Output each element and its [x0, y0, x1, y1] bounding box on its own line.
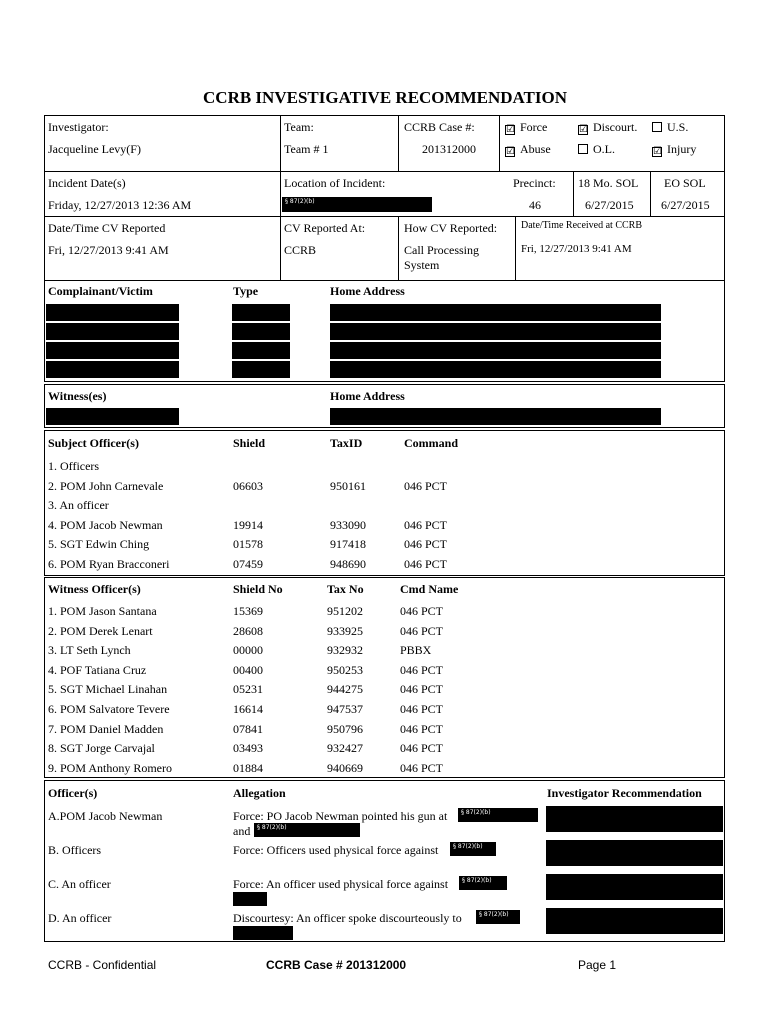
officer-name: 6. POM Salvatore Tevere — [48, 702, 170, 716]
redaction-bar — [46, 323, 179, 340]
received-label: Date/Time Received at CCRB — [521, 220, 643, 231]
officer-name: 6. POM Ryan Bracconeri — [48, 557, 170, 571]
allegation-text: Discourtesy: An officer spoke discourteously to — [233, 911, 462, 925]
witness-header: Witness(es) — [48, 389, 107, 403]
allegation-officer: B. Officers — [48, 843, 102, 857]
complainant-header: Complainant/Victim — [48, 284, 153, 298]
check-injury: ☑ Injury — [653, 142, 697, 157]
subject-taxid-header: TaxID — [330, 436, 363, 450]
officer-cmd: 046 PCT — [404, 478, 448, 493]
redaction-bar — [330, 323, 661, 340]
officer-shield: 01578 — [233, 537, 263, 552]
eo-sol-value: 6/27/2015 — [661, 198, 710, 212]
subject-command-header: Command — [404, 436, 459, 450]
officer-name: 4. POM Jacob Newman — [48, 517, 163, 532]
redaction-bar: § 87(2)(b) — [450, 842, 496, 856]
check-ol: O.L. — [578, 142, 615, 157]
officer-name: 9. POM Anthony Romero — [48, 760, 173, 775]
officer-cmd: 046 PCT — [400, 623, 444, 638]
subject-shield-header: Shield — [233, 436, 266, 450]
allegation-officer-header: Officer(s) — [48, 786, 98, 800]
officer-tax: 950161 — [330, 478, 366, 493]
officer-tax: 948690 — [330, 557, 366, 571]
redaction-bar — [232, 342, 290, 359]
team-value: Team # 1 — [284, 142, 329, 156]
allegation-text: Force: An officer used physical force against — [233, 877, 449, 891]
redaction-bar: § 87(2)(b) — [459, 876, 507, 890]
page-title: CCRB INVESTIGATIVE RECOMMENDATION — [203, 88, 567, 107]
footer-page-number: Page 1 — [578, 958, 617, 972]
check-us: U.S. — [652, 120, 688, 135]
officer-name: 3. LT Seth Lynch — [48, 643, 131, 658]
recommendation-redaction — [546, 806, 723, 832]
witness-officer-header: Witness Officer(s) — [48, 582, 141, 596]
allegation-officer: A.POM Jacob Newman — [48, 809, 163, 823]
officer-shield: 07841 — [233, 721, 263, 736]
officer-cmd: 046 PCT — [404, 557, 448, 571]
officer-cmd: PBBX — [400, 643, 432, 658]
officer-tax: 950796 — [327, 721, 363, 736]
redaction-bar — [46, 304, 179, 321]
check-discourtesy: ☑ Discourt. — [579, 120, 638, 135]
complainant-type-header: Type — [233, 284, 259, 298]
officer-name: 8. SGT Jorge Carvajal — [48, 741, 155, 756]
allegation-officer: C. An officer — [48, 877, 111, 891]
witness-address-header: Home Address — [330, 389, 405, 403]
officer-name: 5. SGT Edwin Ching — [48, 537, 150, 552]
officer-shield: 28608 — [233, 623, 263, 638]
redaction-bar — [330, 304, 661, 321]
officer-name: 1. Officers — [48, 459, 100, 473]
officer-tax: 917418 — [330, 537, 366, 552]
officer-cmd: 046 PCT — [400, 682, 444, 697]
checkbox-icon: ☑ — [653, 146, 662, 157]
officer-name: 7. POM Daniel Madden — [48, 721, 164, 736]
how-reported-line2: System — [404, 258, 440, 272]
officer-cmd: 046 PCT — [400, 604, 444, 618]
allegation-text: Force: Officers used physical force against — [233, 843, 439, 857]
officer-cmd: 046 PCT — [400, 721, 444, 736]
checkbox-icon — [578, 144, 588, 154]
officer-name: 2. POM John Carnevale — [48, 478, 164, 493]
officer-shield: 05231 — [233, 682, 263, 697]
witness-tax-header: Tax No — [327, 582, 364, 596]
officer-tax: 933090 — [330, 517, 366, 532]
redaction-bar — [330, 408, 661, 425]
officer-name: 4. POF Tatiana Cruz — [48, 662, 147, 677]
redaction-bar: § 87(2)(b) — [476, 910, 520, 924]
checkbox-icon — [652, 122, 662, 132]
redaction-bar — [46, 342, 179, 359]
cv-at: CCRB — [284, 243, 317, 257]
officer-shield: 07459 — [233, 557, 263, 571]
officer-name: 2. POM Derek Lenart — [48, 623, 153, 638]
recommendation-header: Investigator Recommendation — [547, 786, 702, 800]
redaction-bar — [46, 408, 179, 425]
officer-shield: 00400 — [233, 662, 263, 677]
redaction-bar — [232, 361, 290, 378]
investigator-name: Jacqueline Levy(F) — [48, 142, 141, 156]
redaction-bar — [330, 342, 661, 359]
subject-officers-section — [44, 430, 725, 576]
redaction-bar — [233, 892, 267, 906]
location-label: Location of Incident: — [284, 176, 386, 190]
officer-cmd: 046 PCT — [400, 662, 444, 677]
redaction-bar — [46, 361, 179, 378]
case-number: 201312000 — [422, 142, 476, 156]
check-abuse: ☑ Abuse — [506, 142, 551, 157]
eo-sol-label: EO SOL — [664, 176, 706, 190]
officer-tax: 944275 — [327, 682, 363, 697]
check-force: ☑ Force — [506, 120, 548, 135]
officer-shield: 19914 — [233, 517, 263, 532]
redaction-bar — [232, 304, 290, 321]
officer-tax: 932427 — [327, 741, 363, 756]
officer-cmd: 046 PCT — [400, 702, 444, 716]
officer-shield: 16614 — [233, 702, 263, 716]
allegation-header: Allegation — [233, 786, 286, 800]
allegation-officer: D. An officer — [48, 911, 112, 925]
allegation-text: Force: PO Jacob Newman pointed his gun at — [233, 809, 448, 823]
redaction-bar: § 87(2)(b) — [458, 808, 538, 822]
officer-shield: 03493 — [233, 741, 263, 756]
case-label: CCRB Case #: — [404, 120, 475, 134]
officer-shield: 00000 — [233, 643, 263, 658]
cv-at-label: CV Reported At: — [284, 221, 366, 235]
officer-tax: 951202 — [327, 604, 363, 618]
precinct-value: 46 — [529, 198, 541, 212]
recommendation-redaction — [546, 908, 723, 934]
team-label: Team: — [284, 120, 314, 134]
redaction-bar — [233, 926, 293, 940]
sol-value: 6/27/2015 — [585, 198, 634, 212]
footer-confidential: CCRB - Confidential — [48, 958, 157, 972]
cv-date: Fri, 12/27/2013 9:41 AM — [48, 243, 169, 257]
redaction-bar — [232, 323, 290, 340]
officer-name: 5. SGT Michael Linahan — [48, 682, 168, 697]
checkbox-icon: ☑ — [579, 124, 588, 135]
officer-shield: 01884 — [233, 760, 263, 775]
witness-cmd-header: Cmd Name — [400, 582, 459, 596]
officer-tax: 932932 — [327, 643, 363, 658]
incident-label: Incident Date(s) — [48, 176, 126, 190]
witness-shield-header: Shield No — [233, 582, 283, 596]
officer-name: 1. POM Jason Santana — [48, 604, 157, 618]
how-reported-line1: Call Processing — [404, 243, 479, 257]
officer-shield: 15369 — [233, 604, 263, 618]
footer-case-number: CCRB Case # 201312000 — [266, 958, 407, 972]
precinct-label: Precinct: — [513, 176, 556, 190]
incident-date: Friday, 12/27/2013 12:36 AM — [48, 198, 192, 212]
recommendation-redaction — [546, 840, 723, 866]
officer-cmd: 046 PCT — [404, 517, 448, 532]
officer-name: 3. An officer — [48, 498, 109, 513]
location-redaction: § 87(2)(b) — [282, 197, 432, 212]
cv-date-label: Date/Time CV Reported — [48, 221, 166, 235]
officer-tax: 950253 — [327, 662, 363, 677]
allegation-text-cont: and — [233, 824, 251, 838]
sol-label: 18 Mo. SOL — [578, 176, 639, 190]
redaction-bar — [330, 361, 661, 378]
investigator-label: Investigator: — [48, 120, 109, 134]
recommendation-redaction — [546, 874, 723, 900]
subject-officer-header: Subject Officer(s) — [48, 436, 139, 450]
officer-tax: 947537 — [327, 702, 363, 716]
redaction-bar: § 87(2)(b) — [254, 823, 360, 837]
officer-cmd: 046 PCT — [404, 537, 448, 552]
officer-cmd: 046 PCT — [400, 741, 444, 756]
officer-tax: 933925 — [327, 623, 363, 638]
how-reported-label: How CV Reported: — [404, 221, 498, 235]
checkbox-icon: ☑ — [506, 146, 515, 157]
officer-shield: 06603 — [233, 478, 263, 493]
checkbox-icon: ☑ — [506, 124, 515, 135]
received-value: Fri, 12/27/2013 9:41 AM — [521, 243, 632, 255]
complainant-address-header: Home Address — [330, 284, 405, 298]
officer-cmd: 046 PCT — [400, 760, 444, 775]
officer-tax: 940669 — [327, 760, 363, 775]
